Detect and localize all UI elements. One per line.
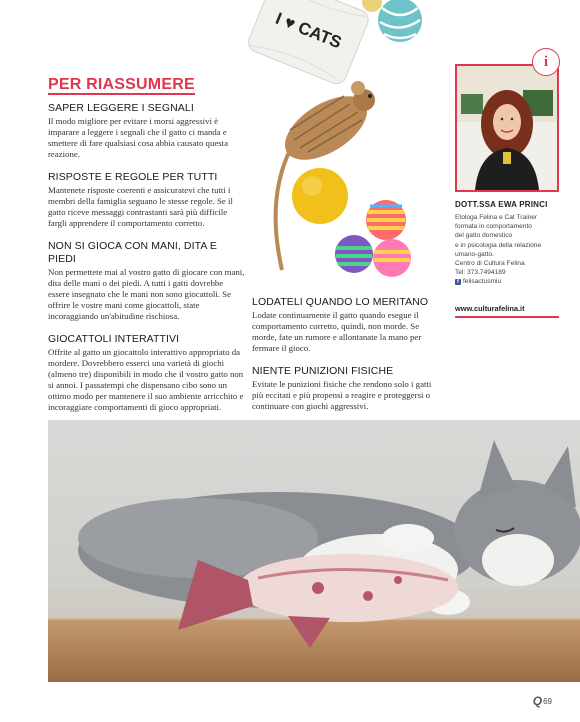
section-body: Offrite al gatto un giocattolo interattivo appropriato da mordere. Dovrebbero esserci una varietà di giochi (almeno tre) disponibili in modo che il vostro gatto non si annoi. I passatempi che dispensano cibo sono un ottimo modo per mantenere il suo ambiente arricchito e incoraggiare comportamenti di gioco appropriati.: [48, 347, 244, 412]
rainbow-balls-icon: [335, 200, 411, 277]
section-saper-leggere: [48, 102, 246, 160]
section-heading: GIOCATTOLI INTERATTIVI: [48, 333, 180, 345]
left-column: [48, 102, 246, 424]
expert-name: DOTT.SSA EWA PRINCI: [455, 200, 548, 209]
detail-line: Tel: 373.7494189: [455, 269, 506, 277]
section-non-si-gioca: [48, 240, 246, 322]
toys-illustration: [246, 0, 446, 292]
cat-photo: [48, 420, 580, 682]
page-number: [533, 694, 552, 708]
magazine-logo-icon: Q: [532, 694, 543, 708]
detail-line: umano-gatto.: [455, 250, 494, 258]
section-body: Mantenete risposte coerenti e assicuratevi che tutti i membri della famiglia seguano le stesse regole. Se il gatto riceve messaggi contrastanti sarà più difficile fargli apprendere il comportamento corretto.: [48, 185, 233, 228]
page-title: PER RIASSUMERE: [48, 76, 195, 93]
section-body: Evitate le punizioni fisiche che rendono solo i gatti più eccitati e più propensi a reagire e proteggersi o continuare con giochi aggressivi.: [252, 379, 432, 411]
section-heading: LODATELI QUANDO LO MERITANO: [252, 296, 429, 308]
cats-pillow-icon: [246, 0, 371, 87]
expert-details: [455, 213, 565, 287]
section-niente-punizioni: [252, 365, 444, 412]
yellow-ball-icon: [292, 168, 348, 224]
section-heading: RISPOSTE E REGOLE PER TUTTI: [48, 171, 218, 183]
detail-line: formata in comportamento: [455, 223, 532, 231]
info-icon: i: [532, 48, 560, 76]
section-body: Non permettete mai al vostro gatto di giocare con mani, dita delle mani o dei piedi. A tutti i gatti dovrebbe essere insegnato che le mani non sono giocattoli. Se offrire le vostre mani come giocattoli, state incoraggiando un'abitudine rischiosa.: [48, 267, 245, 321]
sidebar-divider: [455, 316, 559, 318]
pillow-text: I ♥ CATS: [272, 8, 345, 53]
website-link[interactable]: www.culturafelina.it: [455, 304, 525, 313]
facebook-icon: f: [455, 279, 461, 285]
section-heading: NIENTE PUNIZIONI FISICHE: [252, 365, 394, 377]
section-giocattoli: [48, 333, 246, 413]
detail-line: del gatto domestico: [455, 232, 513, 240]
yarn-ball-icon: [362, 0, 422, 42]
detail-line: Centro di Cultura Felina: [455, 260, 525, 268]
section-heading: SAPER LEGGERE I SEGNALI: [48, 102, 194, 114]
detail-line: e in psicologia della relazione: [455, 241, 542, 249]
section-lodateli: [252, 296, 444, 354]
section-body: Lodate continuamente il gatto quando esegue il comportamento corretto, quindi, non morde. Se morde, fate un rumore e allontanate la mano per fermare il gioco.: [252, 310, 422, 353]
detail-line: Etologa Felina e Cat Trainer: [455, 214, 538, 221]
section-heading: NON SI GIOCA CON MANI, DITA E PIEDI: [48, 240, 217, 265]
facebook-line[interactable]: [455, 277, 565, 286]
expert-portrait: [455, 64, 559, 192]
facebook-handle: felisactusmiu: [463, 278, 502, 286]
page-number-value: 69: [543, 696, 552, 706]
middle-column: [252, 296, 444, 423]
section-risposte-regole: [48, 171, 246, 229]
section-body: Il modo migliore per evitare i morsi aggressivi è imparare a leggere i segnali che il gatto ci manda e smettere di fare qualsiasi cosa abbia causato questa reazione.: [48, 116, 229, 159]
